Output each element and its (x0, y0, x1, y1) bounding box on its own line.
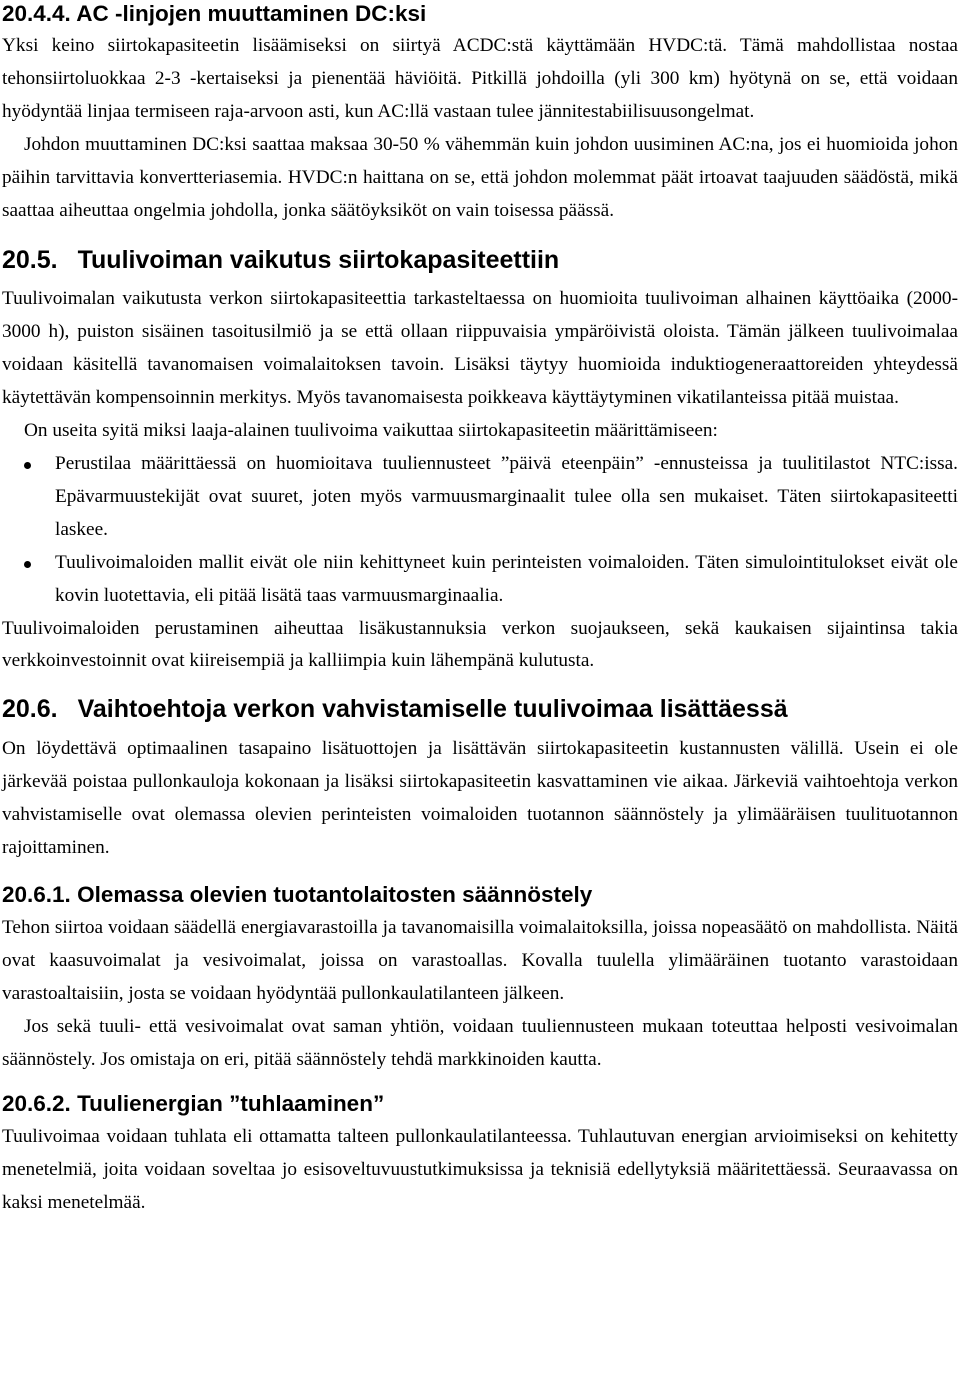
list-item (2, 547, 958, 613)
paragraph: Tehon siirtoa voidaan säädellä energiavarastoilla ja tavanomaisilla voimalaitoksilla, joissa nopeasäätö on mahdollista. Näitä ovat kaasuvoimalat ja vesivoimalat, joissa on varastoallas. Kovalla tuulella ylimääräinen tuotanto varastoidaan varastoaltaisiin, josta se voidaan hyödyntää pullonkaulatilanteen jälkeen. (2, 916, 958, 1004)
heading-title: Tuulienergian ”tuhlaaminen” (77, 1091, 385, 1117)
list-item (2, 448, 958, 547)
heading-number: 20.6. (2, 695, 58, 724)
paragraph: Yksi keino siirtokapasiteetin lisäämiseksi on siirtyä ACDC:stä käyttämään HVDC:tä. Tämä mahdollistaa nostaa tehonsiirtoluokkaa 2-3 -kertaiseksi ja pienentää häviöitä. Pitkillä johdoilla (yli 300 km) hyötynä on se, että voidaan hyödyntää linjaa termiseen raja-arvoon asti, kun AC:llä vastaan tulee jännitestabiilisuusongelmat. (2, 35, 958, 122)
paragraph: Tuulivoimalan vaikutusta verkon siirtokapasiteettia tarkasteltaessa on huomioita tuulivoiman alhainen käyttöaika (2000-3000 h), puiston sisäinen tasoitusilmiö ja se että ollaan riippuvaisia ympäröivistä oloista. Tämän jälkeen tuulivoimalaa voidaan käsitellä tavanomaisen voimalaitoksen tavoin. Lisäksi täytyy huomioida induktiogeneraattoreiden yhteydessä käytettävän kompensoinnin merkitys. Myös tavanomaisesta poikkeava käyttäytyminen vikatilanteissa pitää muistaa. (2, 288, 958, 409)
document-page (2, 0, 958, 1220)
heading-number: 20.6.2. (2, 1091, 71, 1117)
heading-20-4-4 (2, 0, 958, 28)
list-item-text: Perustilaa määrittäessä on huomioitava tuuliennusteet ”päivä eteenpäin” -ennusteissa ja tuulitilastot NTC:issa. Epävarmuustekijät ovat suuret, joten myös varmuusmarginaalit tulee olla sen mukaiset. Täten siirtokapasiteetti laskee. (55, 452, 958, 540)
paragraph: Jos sekä tuuli- että vesivoimalat ovat saman yhtiön, voidaan tuuliennusteen mukaan toteuttaa helposti vesivoimalan säännöstely. Jos omistaja on eri, pitää säännöstely tehdä markkinoiden kautta. (2, 1015, 958, 1070)
heading-20-6-1 (2, 881, 958, 909)
list-item-text: Tuulivoimaloiden mallit eivät ole niin kehittyneet kuin perinteisten voimaloiden. Täten simulointitulokset eivät ole kovin luotettavia, eli pitää lisätä taas varmuusmarginaalia. (55, 551, 958, 606)
bullet-icon (24, 561, 31, 568)
heading-number: 20.4.4. (2, 1, 71, 26)
heading-number: 20.5. (2, 246, 58, 275)
paragraph: Johdon muuttaminen DC:ksi saattaa maksaa 30-50 % vähemmän kuin johdon uusiminen AC:na, jos ei huomioida johon päihin tarvittavia konvertteriasemia. HVDC:n haittana on se, että johdon molemmat päät irtoavat taajuuden säädöstä, mikä saattaa aiheuttaa ongelmia johdolla, jonka säätöyksiköt on vain toisessa päässä. (2, 133, 958, 221)
heading-title: Vaihtoehtoja verkon vahvistamiselle tuulivoimaa lisättäessä (77, 695, 788, 724)
heading-title: AC -linjojen muuttaminen DC:ksi (76, 1, 427, 26)
paragraph: On useita syitä miksi laaja-alainen tuulivoima vaikuttaa siirtokapasiteetin määrittämiseen: (24, 420, 718, 442)
heading-title: Olemassa olevien tuotantolaitosten säännöstely (77, 881, 593, 907)
heading-20-6-2 (2, 1090, 958, 1118)
heading-number: 20.6.1. (2, 881, 71, 907)
heading-20-6 (2, 694, 958, 724)
bullet-list (2, 448, 958, 613)
bullet-icon (24, 462, 31, 469)
heading-title: Tuulivoiman vaikutus siirtokapasiteettiin (77, 246, 560, 275)
paragraph: On löydettävä optimaalinen tasapaino lisätuottojen ja lisättävän siirtokapasiteetin kustannusten välillä. Usein ei ole järkevää poistaa pullonkauloja kokonaan ja lisäksi siirtokapasiteetin kasvattaminen vie aikaa. Järkeviä vaihtoehtoja verkon vahvistamiselle ovat olemassa olevien perinteisten voimaloiden tuotannon säännöstely ja ylimääräisen tuulituotannon rajoittaminen. (2, 738, 958, 859)
heading-20-5 (2, 245, 958, 275)
paragraph: Tuulivoimaloiden perustaminen aiheuttaa lisäkustannuksia verkon suojaukseen, sekä kaukaisen sijaintinsa takia verkkoinvestoinnit ovat kiireisempiä ja kalliimpia kuin lähempänä kulutusta. (2, 617, 958, 672)
paragraph: Tuulivoimaa voidaan tuhlata eli ottamatta talteen pullonkaulatilanteessa. Tuhlautuvan energian arvioimiseksi on kehitetty menetelmiä, joita voidaan soveltaa jo esisoveltuvuustutkimuksissa ja teknisiä edellytyksiä määritettäessä. Seuraavassa on kaksi menetelmää. (2, 1126, 958, 1214)
